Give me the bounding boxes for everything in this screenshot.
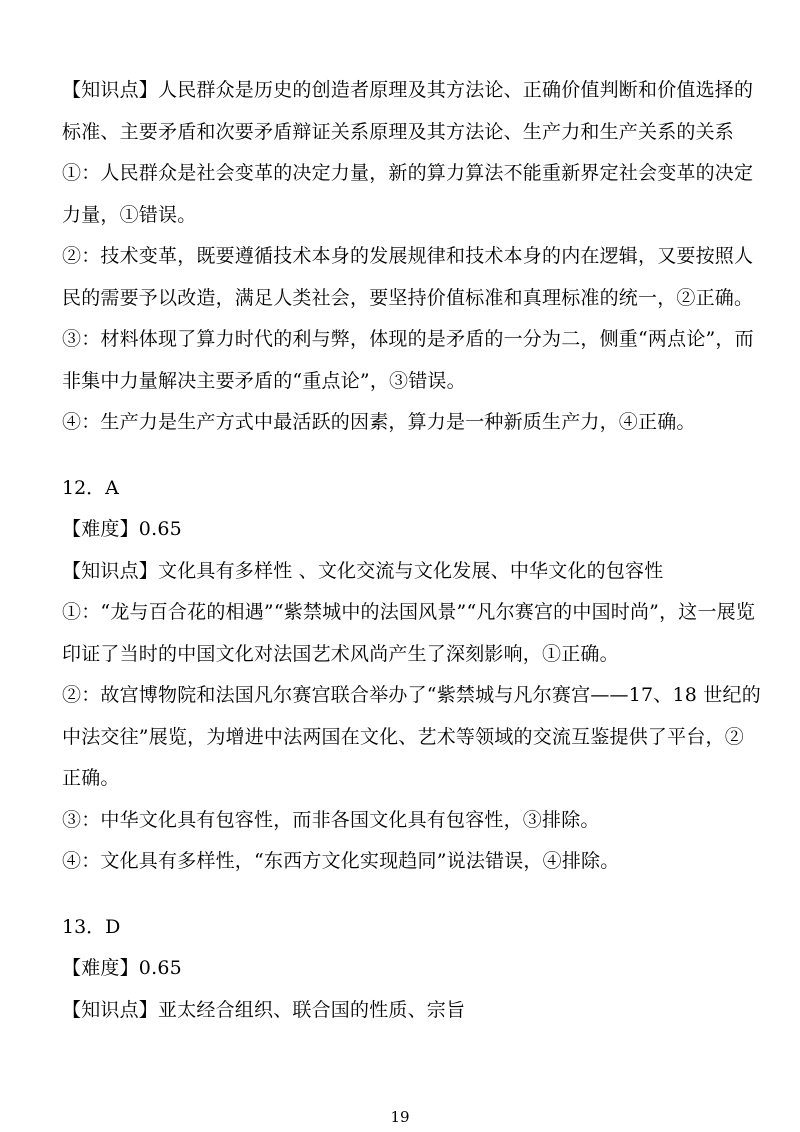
analysis-line: ③：中华文化具有包容性，而非各国文化具有包容性，③排除。 bbox=[62, 808, 600, 831]
document-page bbox=[62, 70, 761, 1031]
knowledge-point-line: 标准、主要矛盾和次要矛盾辩证关系原理及其方法论、生产力和生产关系的关系 bbox=[62, 120, 735, 143]
analysis-line: 力量，①错误。 bbox=[62, 203, 197, 226]
knowledge-point-line: 【知识点】人民群众是历史的创造者原理及其方法论、正确价值判断和价值选择的 bbox=[62, 79, 754, 101]
analysis-line: ④：生产力是生产方式中最活跃的因素，算力是一种新质生产力，④正确。 bbox=[62, 411, 696, 433]
analysis-line: ②：技术变革，既要遵循技术本身的发展规律和技术本身的内在逻辑，又要按照人 bbox=[62, 245, 754, 267]
difficulty-label: 【难度】0.65 bbox=[62, 518, 182, 540]
knowledge-point-line: 【知识点】文化具有多样性 、文化交流与文化发展、中华文化的包容性 bbox=[62, 559, 664, 582]
analysis-line: 非集中力量解决主要矛盾的“重点论”，③错误。 bbox=[62, 369, 466, 392]
analysis-line: ①：人民群众是社会变革的决定力量，新的算力算法不能重新界定社会变革的决定 bbox=[62, 162, 754, 184]
analysis-line: ②：故宫博物院和法国凡尔赛宫联合举办了“紫禁城与凡尔赛宫——17、18 世纪的 bbox=[62, 684, 761, 706]
section-gap bbox=[62, 883, 738, 907]
analysis-line: ③：材料体现了算力时代的利与弊，体现的是矛盾的一分为二，侧重“两点论”，而 bbox=[62, 328, 754, 350]
analysis-line: 中法交往”展览，为增进中法两国在文化、艺术等领域的交流互鉴提供了平台，② bbox=[62, 725, 744, 748]
knowledge-point-line: 【知识点】亚太经合组织、联合国的性质、宗旨 bbox=[62, 998, 466, 1021]
difficulty-label: 【难度】0.65 bbox=[62, 957, 182, 979]
analysis-line: ④：文化具有多样性，“东西方文化实现趋同”说法错误，④排除。 bbox=[62, 850, 620, 872]
analysis-line: 民的需要予以改造，满足人类社会，要坚持价值标准和真理标准的统一，②正确。 bbox=[62, 286, 754, 309]
analysis-line: ①：“龙与百合花的相遇”“紫禁城中的法国风景”“凡尔赛宫的中国时尚”，这一展览 bbox=[62, 601, 756, 623]
analysis-line: 印证了当时的中国文化对法国艺术风尚产生了深刻影响，①正确。 bbox=[62, 642, 619, 665]
question-number-12: 12．A bbox=[62, 476, 119, 499]
question-number-13: 13．D bbox=[62, 915, 121, 938]
analysis-line: 正确。 bbox=[62, 767, 120, 789]
section-gap bbox=[62, 444, 738, 468]
page-number: 19 bbox=[390, 1108, 410, 1126]
